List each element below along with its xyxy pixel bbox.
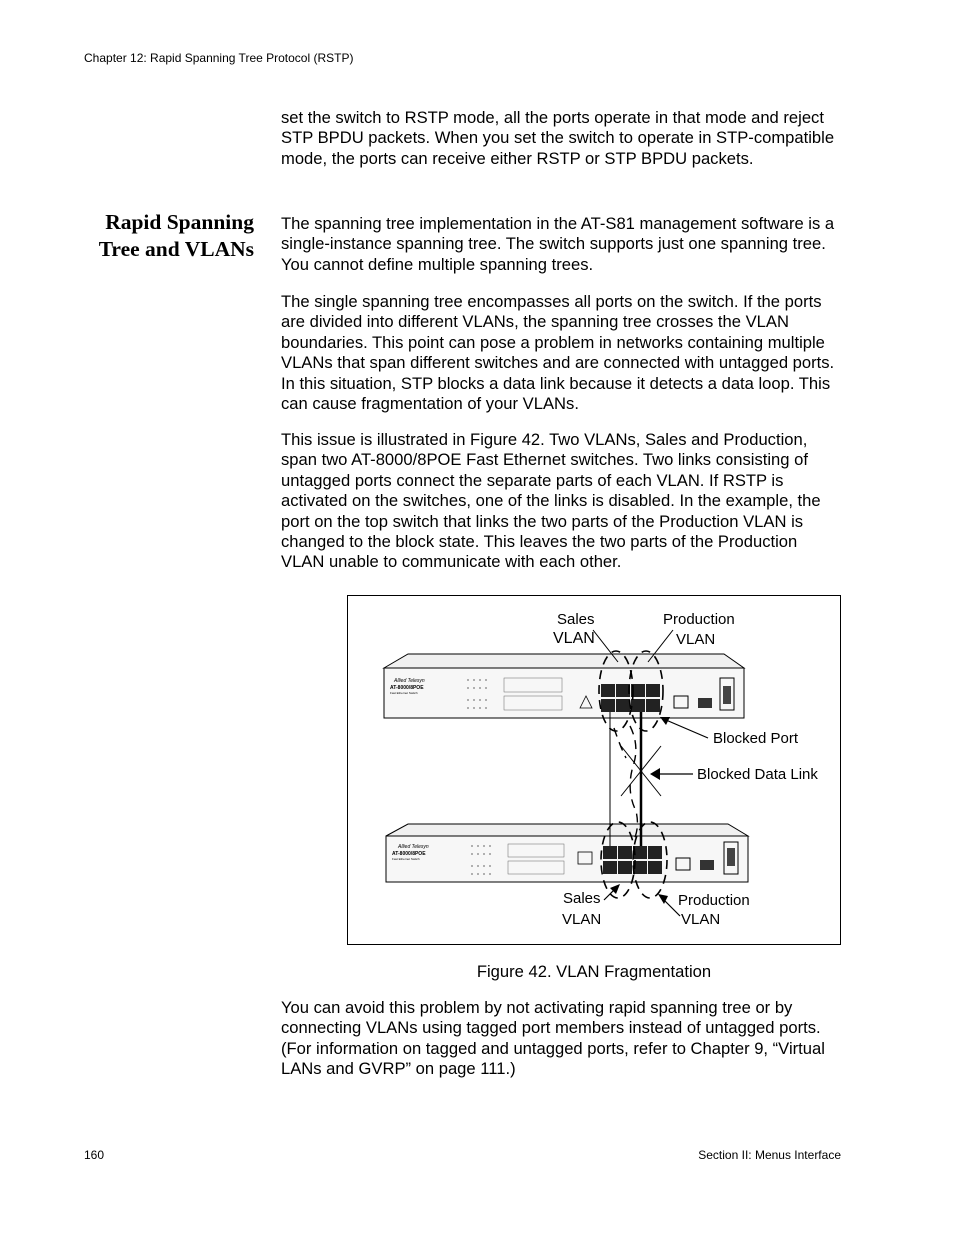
label-bottom-production-1: Production <box>678 892 750 909</box>
running-head: Chapter 12: Rapid Spanning Tree Protocol (RSTP) <box>84 51 354 65</box>
paragraph-continued <box>281 108 843 169</box>
switch-bottom-model: AT-8000/8POE <box>392 851 426 857</box>
switch-top-model: AT-8000/8POE <box>390 685 424 691</box>
label-blocked-port: Blocked Port <box>713 730 799 747</box>
switch-bottom-desc: Fast Ethernet Switch <box>392 857 420 861</box>
paragraph-text: This issue is illustrated in Figure 42. Two VLANs, Sales and Production, span two AT-8000/8POE Fast Ethernet switches. Two links consisting of untagged ports connect the separate parts of each VLAN. If RSTP is activated on the switches, one of the links is disabled. In the example, the port on the top switch that links the two parts of the Production VLAN is changed to the block state. This leaves the two parts of the Production VLAN unable to communicate with each other. <box>281 430 821 572</box>
figure-vlan-fragmentation <box>347 595 841 945</box>
label-bottom-sales-1: Sales <box>563 890 601 907</box>
switch-top <box>384 654 744 718</box>
paragraph-1 <box>281 214 843 275</box>
switch-top-brand: Allied Telesyn <box>394 678 425 684</box>
label-bottom-sales-2: VLAN <box>562 911 602 928</box>
section-heading-line2: Tree and VLANs <box>98 237 254 261</box>
paragraph-text: You can avoid this problem by not activating rapid spanning tree or by connecting VLANs using tagged port members instead of untagged ports. (For information on tagged and untagged ports, refer to Chapter 9, “Virtual LANs and GVRP” on page 111.) <box>281 998 825 1079</box>
label-bottom-production-2: VLAN <box>681 911 721 928</box>
label-top-production-2: VLAN <box>676 631 716 648</box>
paragraph-text: The spanning tree implementation in the AT-S81 management software is a single-instance spanning tree. The switch supports just one spanning tree. You cannot define multiple spanning trees. <box>281 214 835 274</box>
label-top-sales-2: VLAN <box>553 630 595 647</box>
switch-bottom <box>386 824 748 882</box>
label-top-sales-1: Sales <box>557 611 595 628</box>
section-heading-line1: Rapid Spanning <box>105 210 254 234</box>
label-blocked-data-link: Blocked Data Link <box>697 766 818 783</box>
paragraph-text: The single spanning tree encompasses all ports on the switch. If the ports are divided into different VLANs, the spanning tree crosses the VLAN boundaries. This point can pose a problem in networks containing multiple VLANs that span different switches and are connected with untagged ports. In this situation, STP blocks a data link because it detects a data loop. This can cause fragmentation of your VLANs. <box>281 292 835 414</box>
switch-bottom-brand: Allied Telesyn <box>398 844 429 850</box>
label-top-production-1: Production <box>663 611 735 628</box>
paragraph-4 <box>281 998 843 1080</box>
footer-section-title: Section II: Menus Interface <box>698 1148 841 1162</box>
page-number: 160 <box>84 1148 105 1162</box>
paragraph-2 <box>281 292 843 414</box>
paragraph-text: set the switch to RSTP mode, all the ports operate in that mode and reject STP BPDU packets. When you set the switch to operate in STP-compatible mode, the ports can receive either RSTP or STP BPDU packets. <box>281 108 835 168</box>
switch-top-desc: Fast Ethernet Switch <box>390 691 418 695</box>
paragraph-3 <box>281 430 843 573</box>
figure-caption: Figure 42. VLAN Fragmentation <box>476 962 712 981</box>
section-heading <box>60 209 254 263</box>
